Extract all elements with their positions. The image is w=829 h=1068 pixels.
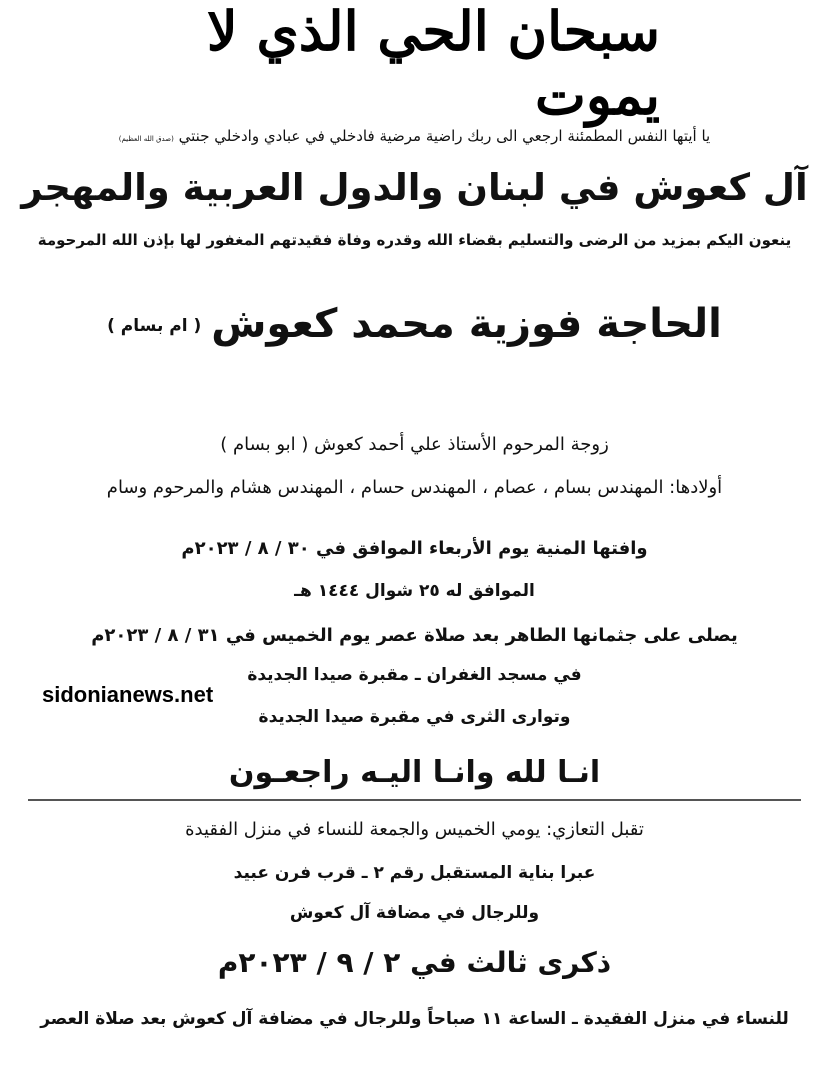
site-watermark: sidonianews.net — [42, 682, 214, 707]
children-line: أولادها: المهندس بسام ، عصام ، المهندس حسام ، المهندس هشام والمرحوم وسام — [106, 477, 723, 498]
hijri-date: الموافق له ٢٥ شوال ١٤٤٤ هـ — [294, 581, 535, 601]
verse-reference: (صدق الله العظيم) — [118, 135, 174, 143]
deceased-nickname: ( ام بسام ) — [107, 315, 202, 336]
announcement: ينعون اليكم بمزيد من الرضى والتسليم بقضاء الله وقدره وفاة فقيدتهم المغفور لها بإذن الله المرحومة — [37, 231, 792, 249]
quran-verse — [20, 128, 809, 145]
funeral-prayer: يصلى على جثمانها الطاهر بعد صلاة عصر يوم الخميس في ٣١ / ٨ / ٢٠٢٣م — [91, 625, 738, 646]
calligraphy-text: سبحان الحي الذي لا يموت — [206, 0, 660, 127]
family-heading: آل كعوش في لبنان والدول العربية والمهجر — [21, 166, 808, 209]
condolences-line-2: عبرا بناية المستقبل رقم ٢ ـ قرب فرن عبيد — [233, 863, 596, 883]
memorial-title: ذكرى ثالث في ٢ / ٩ / ٢٠٢٣م — [217, 946, 612, 979]
memorial-times: للنساء في منزل الفقيدة ـ الساعة ١١ صباحاً وللرجال في مضافة آل كعوش بعد صلاة العصر — [40, 1009, 789, 1029]
verse-text: يا أيتها النفس المطمئنة ارجعي الى ربك راضية مرضية فادخلي في عبادي وادخلي جنتي — [178, 127, 711, 145]
deceased-name: الحاجة فوزية محمد كعوش — [211, 301, 722, 347]
condolences-line-3: وللرجال في مضافة آل كعوش — [289, 903, 540, 923]
spouse-line: زوجة المرحوم الأستاذ علي أحمد كعوش ( ابو بسام ) — [220, 434, 609, 455]
condolences-line-1: تقبل التعازي: يومي الخميس والجمعة للنساء في منزل الفقيدة — [185, 819, 644, 840]
quran-phrase: انـا لله وانـا اليـه راجعـون — [228, 755, 601, 790]
deceased-name-line — [20, 302, 809, 346]
death-date: وافتها المنية يوم الأربعاء الموافق في ٣٠ / ٨ / ٢٠٢٣م — [181, 538, 648, 559]
divider — [28, 799, 801, 801]
burial-location: وتوارى الثرى في مقبرة صيدا الجديدة — [258, 707, 571, 727]
mosque-location: في مسجد الغفران ـ مقبرة صيدا الجديدة — [247, 665, 582, 685]
calligraphy-header — [180, 0, 660, 127]
